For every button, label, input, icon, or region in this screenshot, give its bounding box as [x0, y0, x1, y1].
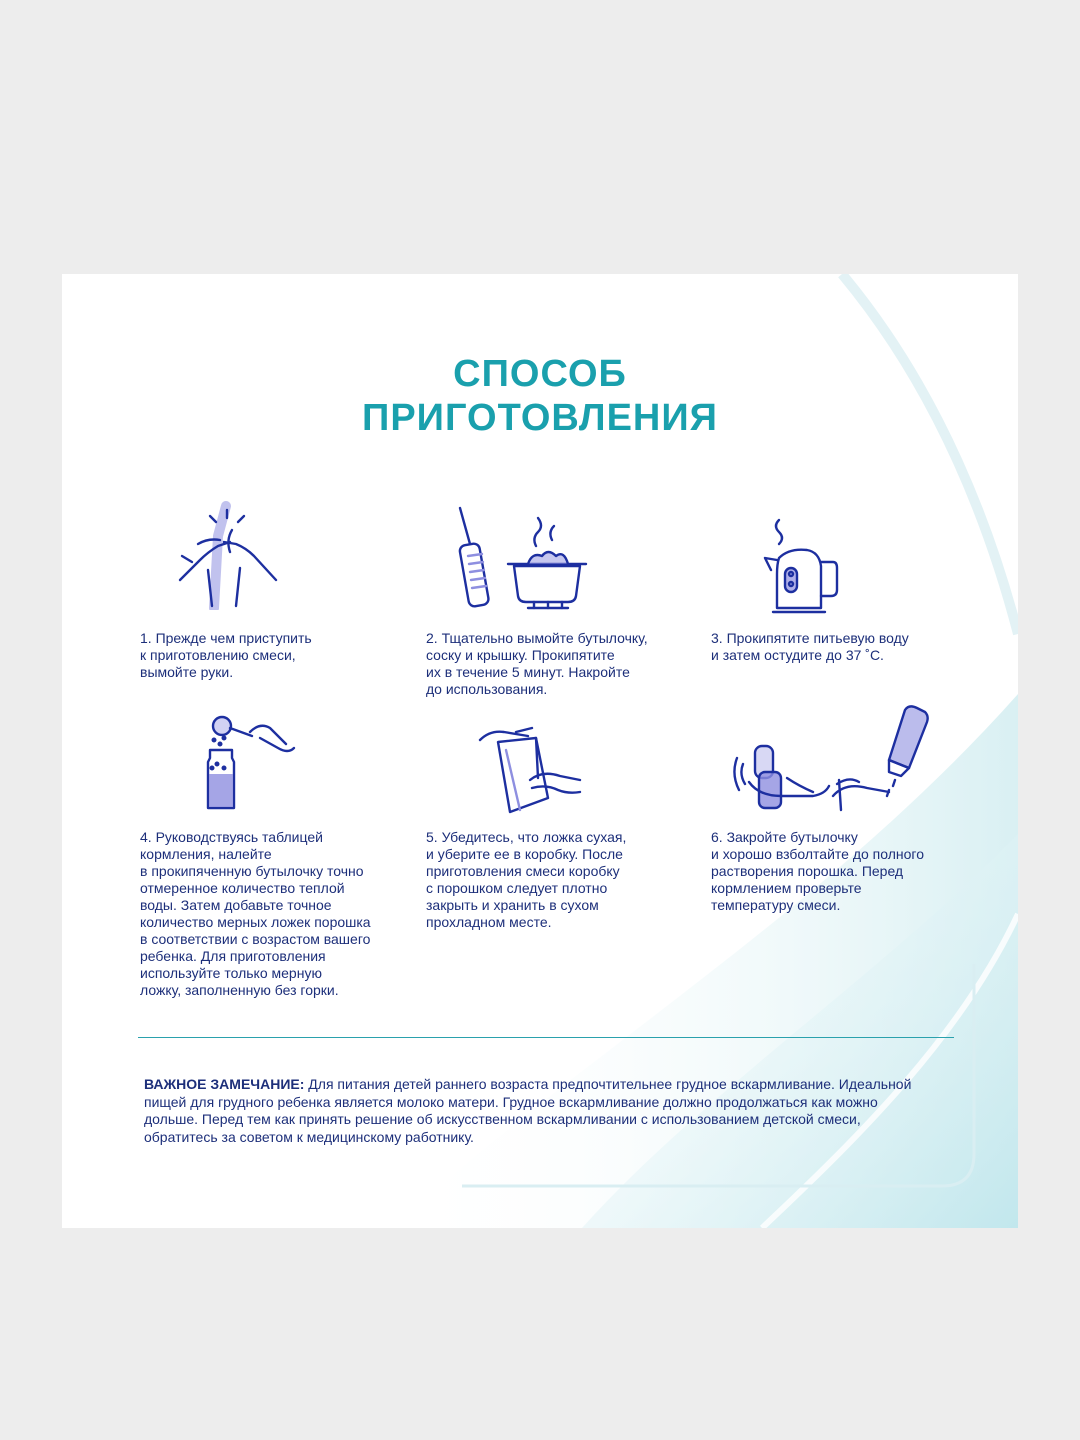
- kettle-icon: [763, 518, 843, 618]
- step-4-text: 4. Руководствуясь таблицей кормления, налейте в прокипяченную бутылочку точно отмеренное количество теплой воды. Затем добавьте точное количество мерных ложек порошка в соответствии с возрастом вашего ребенка. Для приготовления используйте только мерную ложку, заполненную без горки.: [140, 829, 371, 998]
- instruction-card: [62, 274, 1018, 1228]
- box-and-spoon-icon: [476, 718, 586, 818]
- title-line-1: СПОСОБ: [453, 353, 627, 395]
- bottle-brush-and-pot-icon: [452, 504, 592, 614]
- page-title: [62, 352, 1018, 440]
- important-note: [144, 1076, 934, 1146]
- step-2-text: 2. Тщательно вымойте бутылочку, соску и крышку. Прокипятите их в течение 5 минут. Накройте до использования.: [426, 630, 648, 697]
- note-label: ВАЖНОЕ ЗАМЕЧАНИЕ:: [144, 1076, 305, 1092]
- step-6-text: 6. Закройте бутылочку и хорошо взболтайте до полного растворения порошка. Перед кормлением проверьте температуру смеси.: [711, 829, 924, 913]
- title-line-2: ПРИГОТОВЛЕНИЯ: [362, 397, 718, 439]
- note-text: Для питания детей раннего возраста предпочтительнее грудное вскармливание. Идеальной пищей для грудного ребенка является молоко матери. Грудное вскармливание должно продолжаться как можно дольше. Перед тем как принять решение об искусственном вскармливании с использованием детской смеси, обратитесь за советом к медицинскому работнику.: [144, 1076, 912, 1145]
- spoon-powder-bottle-icon: [198, 714, 298, 814]
- step-1-text: 1. Прежде чем приступить к приготовлению смеси, вымойте руки.: [140, 630, 312, 680]
- step-3-text: 3. Прокипятите питьевую воду и затем остудите до 37 ˚С.: [711, 630, 909, 663]
- shake-bottle-test-temperature-icon: [729, 700, 929, 815]
- wash-hands-icon: [178, 500, 278, 610]
- divider-line: [138, 1037, 954, 1038]
- step-5-text: 5. Убедитесь, что ложка сухая, и уберите ее в коробку. После приготовления смеси коробку с порошком следует плотно закрыть и хранить в сухом прохладном месте.: [426, 829, 627, 930]
